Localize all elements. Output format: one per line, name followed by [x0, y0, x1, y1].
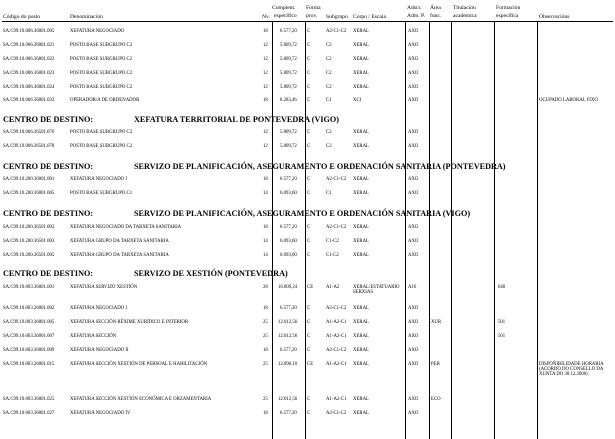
- cell-forma: C: [307, 130, 311, 135]
- section-heading: [0, 114, 615, 126]
- cell-complemento: 5.809,72: [280, 71, 297, 76]
- cell-forma: C: [307, 397, 311, 402]
- cell-complemento: 6.577,20: [280, 348, 297, 353]
- cell-forma: C: [307, 85, 311, 90]
- cell-denominacion: POSTO BASE SUBGRUPO C2: [70, 71, 133, 76]
- cell-subgrupo: C1-C2: [326, 253, 339, 258]
- cell-adscr: AXO: [408, 411, 419, 416]
- cell-codigo: SA.C99.10.006.36001.021: [3, 43, 55, 48]
- cell-nivel: 14: [263, 239, 268, 244]
- cell-nivel: 12: [263, 57, 268, 62]
- section-name: XEFATURA TERRITORIAL DE PONTEVEDRA (VIGO): [134, 115, 340, 124]
- cell-subgrupo: A2-C1-C2: [326, 348, 347, 353]
- cell-complemento: 6.093,60: [280, 253, 297, 258]
- header-formacion-1: Formación: [496, 5, 521, 11]
- cell-complemento: 6.093,60: [280, 191, 297, 196]
- cell-formacion: 501: [498, 334, 506, 339]
- cell-corpo: XERAL: [353, 29, 369, 34]
- cell-complemento: 6.577,20: [280, 306, 297, 311]
- cell-complemento: 12.012,56: [278, 397, 298, 402]
- section-name: SERVIZO DE PLANIFICACIÓN, ASEGURAMENTO E ORDENACIÓN SANITARIA (PONTEVEDRA): [134, 162, 506, 171]
- cell-complemento: 5.809,72: [280, 43, 297, 48]
- cell-denominacion: XEFATURA NEGOCIADO I: [70, 177, 127, 182]
- cell-codigo: SA.C99.10.003.36001.015: [3, 362, 55, 367]
- cell-forma: C: [307, 191, 311, 196]
- cell-nivel: 28: [263, 285, 268, 290]
- section-heading: [0, 161, 615, 173]
- cell-adscr: AXO: [408, 71, 419, 76]
- header-area-2: func.: [430, 13, 442, 19]
- cell-corpo: XERAL: [353, 177, 369, 182]
- cell-subgrupo: A2-C1-C2: [326, 177, 347, 182]
- cell-codigo: SA.C99.10.003.36001.025: [3, 397, 55, 402]
- cell-subgrupo: C2: [326, 85, 332, 90]
- header-rule: [2, 21, 613, 22]
- cell-denominacion: XEFATURA NEGOCIADO IV: [70, 411, 131, 416]
- cell-corpo: XERAL: [353, 71, 369, 76]
- cell-denominacion: XEFATURA SECCIÓN XESTIÓN DE PERSOAL E HABILITACIÓN: [70, 362, 208, 367]
- cell-nivel: 12: [263, 144, 268, 149]
- cell-adscr: AXO: [408, 253, 419, 258]
- cell-nivel: 18: [263, 29, 268, 34]
- cell-subgrupo: C2: [326, 71, 332, 76]
- cell-adscr: AXO: [408, 57, 419, 62]
- cell-denominacion: XEFATURA NEGOCIADO: [70, 29, 125, 34]
- cell-adscr: AXO: [408, 348, 419, 353]
- cell-adscr: AXO: [408, 362, 419, 367]
- cell-forma: C: [307, 177, 311, 182]
- cell-denominacion: XEFATURA NEGOCIADO DA TARXETA SANITARIA: [70, 225, 182, 230]
- column-divider: [272, 22, 273, 439]
- cell-subgrupo: A1-A2-C1: [326, 397, 347, 402]
- cell-codigo: SA.C99.10.003.36001.001: [3, 285, 55, 290]
- cell-subgrupo: C2: [326, 43, 332, 48]
- cell-adscr: AXO: [408, 144, 419, 149]
- section-heading: [0, 208, 615, 220]
- cell-complemento: 6.577,20: [280, 29, 297, 34]
- header-formacion-2: específica: [496, 13, 519, 19]
- cell-nivel: 18: [263, 177, 268, 182]
- header-adscr-2: Adm. P.: [407, 13, 425, 19]
- cell-nivel: 14: [263, 191, 268, 196]
- cell-denominacion: XEFATURA SECCIÓN: [70, 334, 117, 339]
- cell-forma: C: [307, 411, 311, 416]
- header-denominacion: Denominación: [70, 14, 103, 20]
- cell-denominacion: POSTO BASE SUBGRUPO C2: [70, 43, 133, 48]
- cell-subgrupo: C2: [326, 57, 332, 62]
- cell-forma: C: [307, 306, 311, 311]
- cell-adscr: AXO: [408, 225, 419, 230]
- cell-nivel: 18: [263, 411, 268, 416]
- cell-forma: C: [307, 71, 311, 76]
- cell-adscr: AXO: [408, 320, 419, 325]
- cell-complemento: 6.577,20: [280, 225, 297, 230]
- cell-corpo: XERAL: [353, 239, 369, 244]
- cell-subgrupo: A1-A2-C1: [326, 320, 347, 325]
- cell-corpo: XERAL: [353, 85, 369, 90]
- cell-complemento: 12.012,56: [278, 334, 298, 339]
- cell-denominacion: POSTO BASE SUBGRUPO C2: [70, 130, 133, 135]
- cell-formacion: 640: [498, 285, 506, 290]
- cell-subgrupo: A2-C1-C2: [326, 411, 347, 416]
- cell-adscr: AXO: [408, 306, 419, 311]
- cell-adscr: AXO: [408, 98, 419, 103]
- header-titulacion-1: Titulación: [453, 5, 476, 11]
- cell-codigo: SA.C99.10.200.36001.001: [3, 177, 55, 182]
- cell-denominacion: XEFATURA NEGOCIADO II: [70, 348, 129, 353]
- cell-nivel: 18: [263, 306, 268, 311]
- cell-adscr: AXO: [408, 43, 419, 48]
- cell-subgrupo: A2-C1-C2: [326, 29, 347, 34]
- cell-corpo: XERAL: [353, 334, 369, 339]
- cell-denominacion: XEFATURA SECCIÓN XESTIÓN ECONÓMICA E ORZAMENTARIA: [70, 397, 212, 402]
- cell-complemento: 5.809,72: [280, 144, 297, 149]
- cell-complemento: 12.012,56: [278, 320, 298, 325]
- cell-codigo: SA.C99.10.006.36001.023: [3, 71, 55, 76]
- cell-forma: C: [307, 225, 311, 230]
- cell-codigo: SA.C99.10.003.36001.009: [3, 348, 55, 353]
- section-label: CENTRO DE DESTINO:: [3, 209, 94, 218]
- cell-complemento: 6.577,20: [280, 177, 297, 182]
- cell-forma: C: [307, 43, 311, 48]
- section-label: CENTRO DE DESTINO:: [3, 115, 94, 124]
- cell-forma: C: [307, 29, 311, 34]
- cell-corpo: XERAL: [353, 306, 369, 311]
- cell-corpo: XERAL: [353, 144, 369, 149]
- cell-codigo: SA.C99.10.006.36501.076: [3, 130, 55, 135]
- cell-corpo: XERAL: [353, 57, 369, 62]
- cell-codigo: SA.C99.10.006.36001.005: [3, 29, 55, 34]
- cell-nivel: 25: [263, 320, 268, 325]
- cell-complemento: 5.809,72: [280, 57, 297, 62]
- cell-nivel: 25: [263, 334, 268, 339]
- cell-corpo: XERAL: [353, 397, 369, 402]
- cell-complemento: 8.283,46: [280, 98, 297, 103]
- cell-forma: C: [307, 98, 311, 103]
- cell-codigo: SA.C99.10.006.36001.033: [3, 98, 55, 103]
- header-adscr-1: Adscr.: [407, 5, 422, 11]
- cell-area: PER: [431, 362, 440, 367]
- cell-subgrupo: A1-A2: [326, 285, 340, 290]
- column-divider: [305, 22, 306, 439]
- cell-denominacion: POSTO BASE SUBGRUPO C2: [70, 85, 133, 90]
- header-observacions: Observacións: [539, 14, 570, 20]
- column-divider: [429, 22, 430, 439]
- cell-complemento: 5.809,72: [280, 85, 297, 90]
- cell-corpo: XERAL: [353, 320, 369, 325]
- cell-forma: C: [307, 348, 311, 353]
- cell-nivel: 18: [263, 225, 268, 230]
- cell-codigo: SA.C99.10.006.36501.078: [3, 144, 55, 149]
- cell-forma: C: [307, 239, 311, 244]
- cell-corpo: XERAL: [353, 43, 369, 48]
- section-name: SERVIZO DE XESTIÓN (PONTEVEDRA): [134, 269, 288, 278]
- cell-codigo: SA.C99.10.200.36501.003: [3, 239, 55, 244]
- header-codigo: Código do posto: [3, 14, 40, 20]
- cell-nivel: 14: [263, 253, 268, 258]
- cell-forma: CE: [307, 362, 314, 367]
- section-name: SERVIZO DE PLANIFICACIÓN, ASEGURAMENTO E ORDENACIÓN SANITARIA (VIGO): [134, 209, 471, 218]
- cell-corpo: XERAL: [353, 362, 369, 367]
- header-forma-1: Forma: [306, 5, 321, 11]
- cell-subgrupo: C2: [326, 130, 332, 135]
- cell-codigo: SA.C99.10.200.36001.005: [3, 191, 55, 196]
- cell-complemento: 6.093,60: [280, 239, 297, 244]
- column-divider: [405, 22, 406, 439]
- cell-nivel: 12: [263, 85, 268, 90]
- cell-corpo: XCI: [353, 98, 362, 103]
- cell-corpo: XERAL: [353, 348, 369, 353]
- cell-forma: C: [307, 144, 311, 149]
- cell-forma: C: [307, 334, 311, 339]
- header-nivel: Nv.: [262, 14, 270, 20]
- cell-subgrupo: A1-A2-C1: [326, 334, 347, 339]
- header-forma-2: prov.: [306, 13, 318, 19]
- cell-complemento: 6.577,20: [280, 411, 297, 416]
- table-header: [0, 0, 615, 22]
- cell-observacions: DISPOÑIBILIDADE HORARIA (ACORDO DO CONSELLO DA XUNTA DO 30.12.2008).: [539, 362, 604, 378]
- cell-codigo: SA.C99.10.006.36001.022: [3, 57, 55, 62]
- cell-nivel: 12: [263, 130, 268, 135]
- cell-subgrupo: C1: [326, 191, 332, 196]
- section-label: CENTRO DE DESTINO:: [3, 269, 94, 278]
- cell-denominacion: OPERADOR/A DE ORDENADOR: [70, 98, 140, 103]
- header-area-1: Área: [430, 5, 441, 11]
- header-complemento-2: específico: [274, 13, 297, 19]
- cell-denominacion: XEFATURA GRUPO DA TARXETA SANITARIA: [70, 253, 169, 258]
- cell-denominacion: XEFATURA SECCIÓN RÉXIME XURÍDICO E INTERIOR: [70, 320, 189, 325]
- cell-corpo: XERAL: [353, 411, 369, 416]
- header-titulacion-2: académica: [453, 13, 477, 19]
- cell-codigo: SA.C99.10.200.36501.005: [3, 253, 55, 258]
- cell-denominacion: POSTO BASE SUBGRUPO C1: [70, 191, 133, 196]
- cell-codigo: SA.C99.10.003.36001.007: [3, 334, 55, 339]
- cell-nivel: 18: [263, 98, 268, 103]
- cell-area: ECO: [431, 397, 441, 402]
- column-divider: [451, 22, 452, 439]
- cell-complemento: 5.809,72: [280, 130, 297, 135]
- section-heading: [0, 268, 615, 280]
- cell-subgrupo: C1-C2: [326, 239, 339, 244]
- cell-forma: C: [307, 57, 311, 62]
- cell-adscr: AXO: [408, 397, 419, 402]
- cell-forma: C: [307, 253, 311, 258]
- cell-nivel: 25: [263, 362, 268, 367]
- section-label: CENTRO DE DESTINO:: [3, 162, 94, 171]
- cell-denominacion: XEFATURA NEGOCIADO I: [70, 306, 127, 311]
- cell-adscr: AXO: [408, 239, 419, 244]
- cell-observacions: OCUPADO LABORAL FIXO: [539, 98, 598, 103]
- header-complemento-1: Complem.: [272, 5, 296, 11]
- cell-formacion: 501: [498, 320, 506, 325]
- cell-complemento: 16.809,24: [278, 285, 298, 290]
- cell-forma: CE: [307, 285, 314, 290]
- cell-corpo: XERAL: [353, 225, 369, 230]
- cell-subgrupo: C2: [326, 144, 332, 149]
- cell-codigo: SA.C99.10.200.36501.002: [3, 225, 55, 230]
- cell-corpo: XERAL: [353, 130, 369, 135]
- cell-denominacion: POSTO BASE SUBGRUPO C2: [70, 57, 133, 62]
- cell-adscr: AXO: [408, 177, 419, 182]
- cell-nivel: 12: [263, 71, 268, 76]
- cell-adscr: A16: [408, 285, 417, 290]
- cell-codigo: SA.C99.10.003.36001.027: [3, 411, 55, 416]
- cell-nivel: 25: [263, 397, 268, 402]
- header-corpo: Corpo / Escala: [353, 14, 386, 20]
- cell-adscr: AXO: [408, 191, 419, 196]
- column-divider: [537, 22, 538, 439]
- cell-codigo: SA.C99.10.003.36001.005: [3, 320, 55, 325]
- header-subgrupo: Subgrupo: [326, 14, 348, 20]
- cell-area: XUR: [431, 320, 442, 325]
- cell-subgrupo: A2-C1-C2: [326, 306, 347, 311]
- cell-codigo: SA.C99.10.006.36001.024: [3, 85, 55, 90]
- cell-forma: C: [307, 320, 311, 325]
- cell-denominacion: POSTO BASE SUBGRUPO C2: [70, 144, 133, 149]
- cell-subgrupo: A1-A2-C1: [326, 362, 347, 367]
- cell-corpo: XERAL/ESTATUARIO SERXIAS: [353, 285, 400, 296]
- cell-nivel: 18: [263, 348, 268, 353]
- cell-adscr: AXO: [408, 85, 419, 90]
- cell-corpo: XERAL: [353, 191, 369, 196]
- cell-adscr: AXO: [408, 334, 419, 339]
- cell-adscr: AXO: [408, 130, 419, 135]
- cell-adscr: AXO: [408, 29, 419, 34]
- cell-subgrupo: A2-C1-C2: [326, 225, 347, 230]
- cell-codigo: SA.C99.10.003.36001.002: [3, 306, 55, 311]
- cell-denominacion: XEFATURA GRUPO DA TARXETA SANITARIA: [70, 239, 169, 244]
- column-divider: [494, 22, 495, 439]
- cell-complemento: 12.896,10: [278, 362, 298, 367]
- cell-denominacion: XEFATURA SERVIZO XESTIÓN: [70, 285, 138, 290]
- cell-corpo: XERAL: [353, 253, 369, 258]
- cell-subgrupo: C1: [326, 98, 332, 103]
- cell-nivel: 12: [263, 43, 268, 48]
